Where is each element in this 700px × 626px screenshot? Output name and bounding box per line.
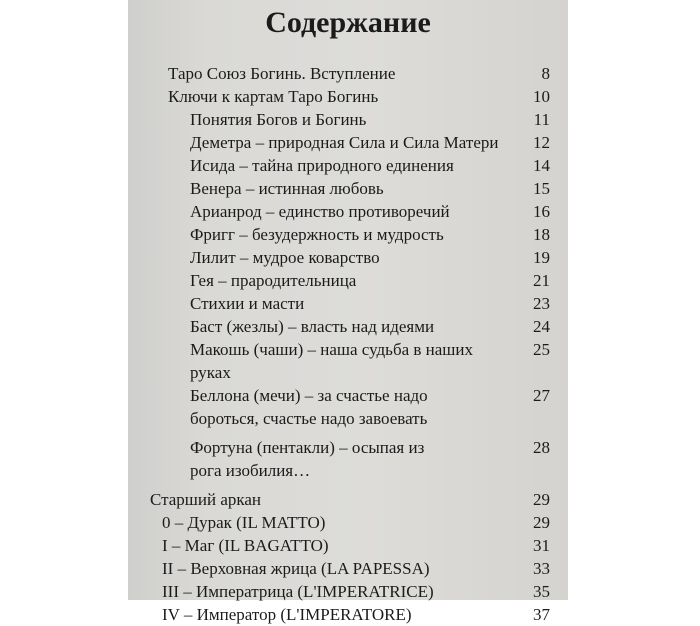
toc-entry-page: 31 — [533, 536, 550, 555]
toc-entry — [150, 246, 550, 269]
page-title: Содержание — [265, 6, 431, 39]
toc-entry-page: 33 — [533, 559, 550, 578]
toc-entry-page: 35 — [533, 582, 550, 601]
toc-entry-page: 27 — [533, 386, 550, 405]
toc-entry-title: Деметра – природная Сила и Сила Матери — [190, 133, 499, 152]
toc-entry-title: Беллона (мечи) – за счастье надо бороться, счастье надо завоевать — [190, 386, 428, 428]
toc-entry-page: 29 — [533, 490, 550, 509]
toc-entry — [150, 177, 550, 200]
toc-entry — [150, 269, 550, 292]
toc-entry-title: 0 – Дурак (IL MATTO) — [162, 513, 326, 532]
toc-entry-title: Стихии и масти — [190, 294, 305, 313]
toc-entry — [150, 131, 550, 154]
toc-entry — [150, 557, 550, 580]
toc-entry-page: 25 — [533, 340, 550, 359]
toc-entry-title: Гея – прародительница — [190, 271, 357, 290]
toc-entry-page: 19 — [533, 248, 550, 267]
toc-entry-page: 23 — [533, 294, 550, 313]
toc-entry-title: Арианрод – единство противоречий — [190, 202, 450, 221]
toc-entry-page: 11 — [533, 110, 550, 129]
toc-entry — [150, 85, 550, 108]
book-page — [128, 0, 568, 624]
toc-entry — [150, 384, 550, 430]
toc-entry-page: 28 — [533, 438, 550, 457]
toc-entry-title: Понятия Богов и Богинь — [190, 110, 367, 129]
toc-entry — [150, 154, 550, 177]
toc-entry-title: Фортуна (пентакли) – осыпая из рога изобилия… — [190, 438, 425, 480]
toc-entry-page: 21 — [533, 271, 550, 290]
toc-entry — [150, 292, 550, 315]
toc-entry-page: 15 — [533, 179, 550, 198]
toc-entry-title: Венера – истинная любовь — [190, 179, 384, 198]
toc-entry-page: 10 — [533, 87, 550, 106]
toc-entry-page: 12 — [533, 133, 550, 152]
toc-entry — [150, 580, 550, 603]
toc-entry-page: 18 — [533, 225, 550, 244]
toc-entry-title: II – Верховная жрица (LA PAPESSA) — [162, 559, 430, 578]
toc-entry-title: I – Маг (IL BAGATTO) — [162, 536, 329, 555]
toc-entry-page: 29 — [533, 513, 550, 532]
toc-entry — [150, 315, 550, 338]
toc-entry-page: 14 — [533, 156, 550, 175]
toc-entry-title: Лилит – мудрое коварство — [190, 248, 380, 267]
table-of-contents — [150, 62, 550, 626]
toc-entry-title: IV – Император (L'IMPERATORE) — [162, 605, 412, 624]
toc-entry — [150, 338, 550, 384]
toc-entry-title: Фригг – безудержность и мудрость — [190, 225, 444, 244]
toc-entry — [150, 436, 550, 482]
toc-entry-title: Старший аркан — [150, 490, 262, 509]
toc-entry-title: Макошь (чаши) – наша судьба в наших руках — [190, 340, 473, 382]
toc-entry-title: III – Императрица (L'IMPERATRICE) — [162, 582, 434, 601]
toc-entry — [150, 200, 550, 223]
toc-entry — [150, 108, 550, 131]
toc-entry-page: 8 — [541, 64, 550, 83]
toc-entry — [150, 534, 550, 557]
toc-entry-title: Исида – тайна природного единения — [190, 156, 454, 175]
toc-entry — [150, 488, 550, 511]
toc-entry-page: 24 — [533, 317, 550, 336]
toc-entry-title: Таро Союз Богинь. Вступление — [168, 64, 396, 83]
toc-entry-page: 37 — [533, 605, 550, 624]
toc-entry — [150, 511, 550, 534]
toc-entry — [150, 603, 550, 626]
toc-entry — [150, 62, 550, 85]
toc-entry-title: Баст (жезлы) – власть над идеями — [190, 317, 435, 336]
toc-entry — [150, 223, 550, 246]
toc-entry-page: 16 — [533, 202, 550, 221]
toc-entry-title: Ключи к картам Таро Богинь — [168, 87, 379, 106]
